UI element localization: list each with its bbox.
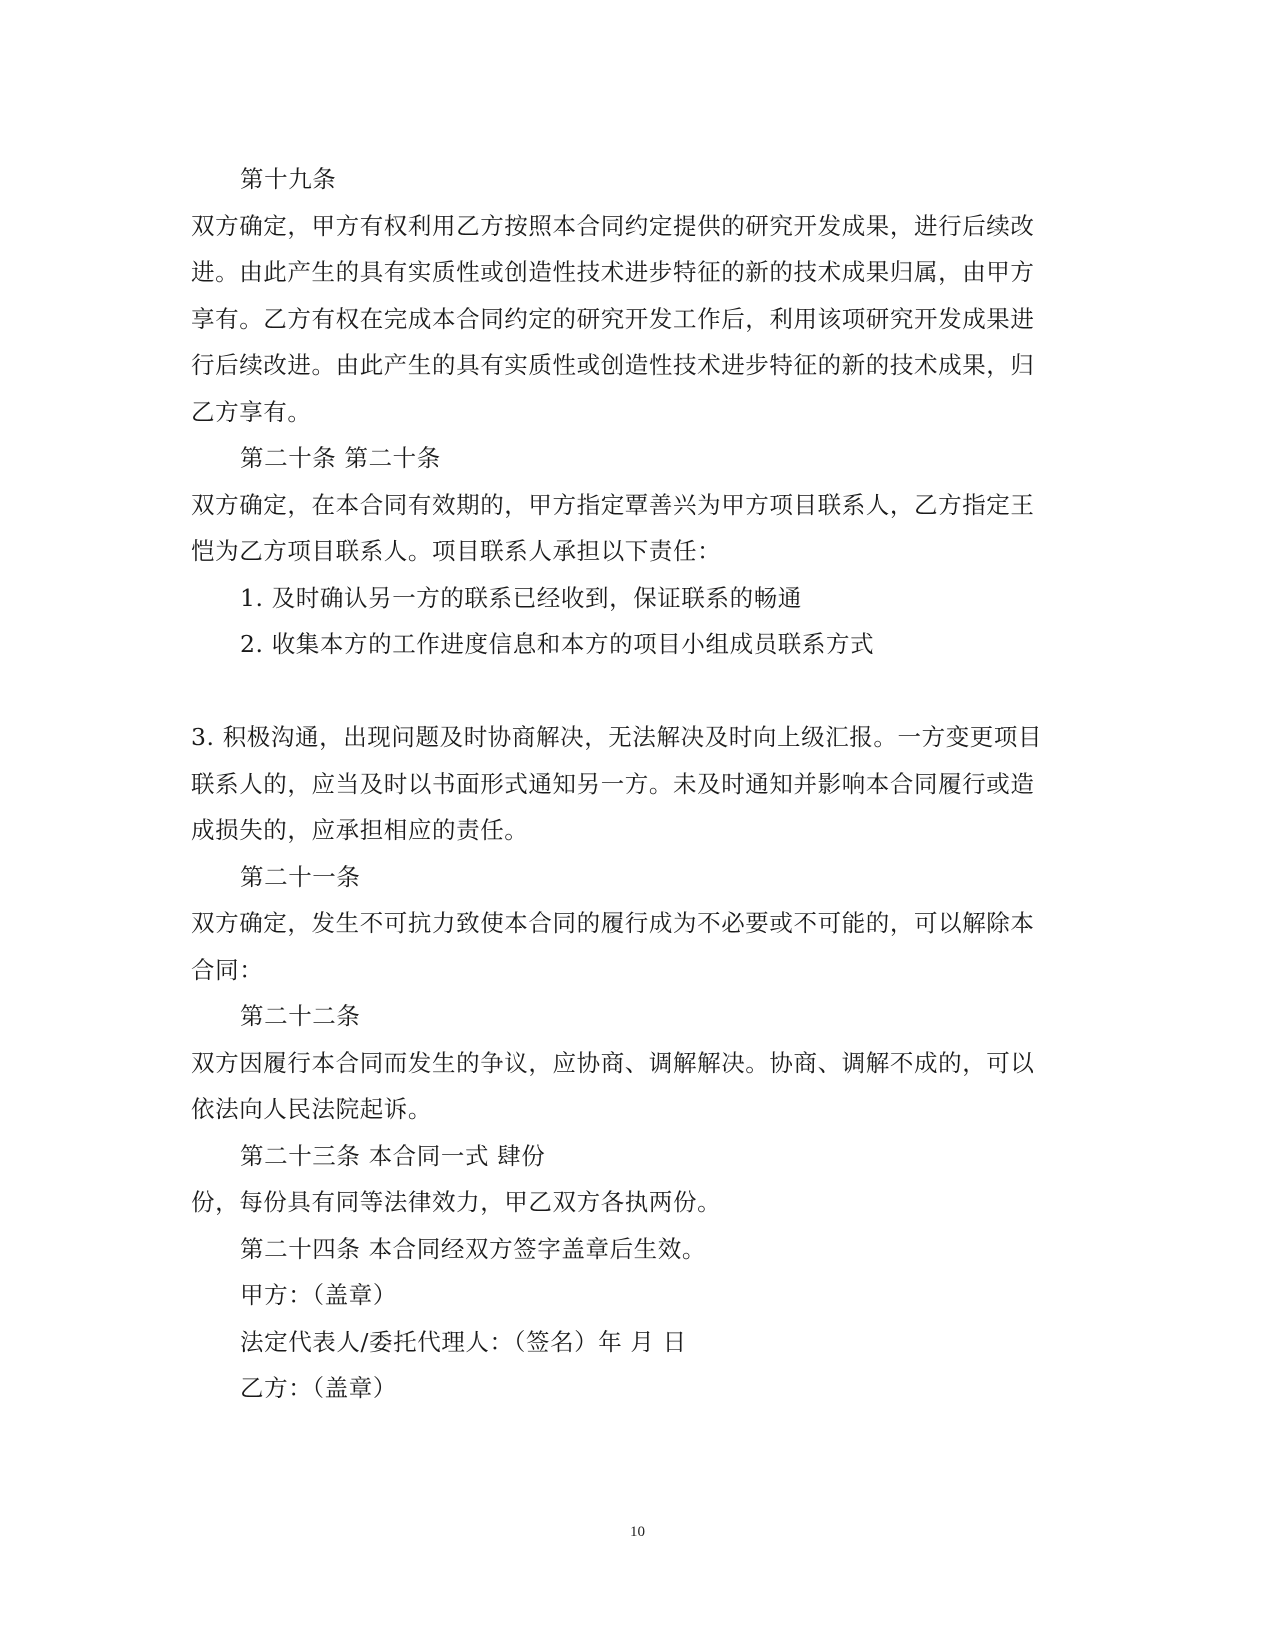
page-number: 10 [630,1524,645,1540]
article-20-text-line: 恺为乙方项目联系人。项目联系人承担以下责任： [191,537,722,565]
responsibility-item-3-continued: 成损失的，应承担相应的责任。 [191,816,529,844]
article-20-text-line: 双方确定，在本合同有效期的，甲方指定覃善兴为甲方项目联系人，乙方指定王 [191,490,1035,519]
article-21-heading: 第二十一条 [240,862,361,891]
contract-body [191,156,1071,1412]
article-21-text-line: 合同： [191,955,264,984]
article-22-heading: 第二十二条 [240,1002,361,1030]
article-19-text-line: 双方确定，甲方有权利用乙方按照本合同约定提供的研究开发成果，进行后续改 [191,211,1035,240]
article-20-heading: 第二十条 第二十条 [240,444,441,472]
article-21-text-line: 双方确定，发生不可抗力致使本合同的履行成为不必要或不可能的，可以解除本 [191,909,1035,937]
responsibility-item-2: 2. 收集本方的工作进度信息和本方的项目小组成员联系方式 [240,630,875,658]
article-19-text-line: 享有。乙方有权在完成本合同约定的研究开发工作后，利用该项研究开发成果进 [191,304,1035,333]
article-24-heading: 第二十四条 本合同经双方签字盖章后生效。 [240,1234,706,1263]
party-a-seal-line: 甲方：（盖章） [240,1281,397,1309]
blank-line [191,668,1071,715]
responsibility-item-1: 1. 及时确认另一方的联系已经收到，保证联系的畅通 [240,583,802,612]
responsibility-item-3: 3. 积极沟通，出现问题及时协商解决，无法解决及时向上级汇报。一方变更项目 [191,723,1043,751]
article-19-heading: 第十九条 [240,165,337,193]
responsibility-item-3-continued: 联系人的，应当及时以书面形式通知另一方。未及时通知并影响本合同履行或造 [191,769,1035,798]
article-22-text-line: 双方因履行本合同而发生的争议，应协商、调解解决。协商、调解不成的，可以 [191,1048,1035,1077]
article-19-text-line: 进。由此产生的具有实质性或创造性技术进步特征的新的技术成果归属，由甲方 [191,258,1035,286]
article-19-text-line: 乙方享有。 [191,397,312,426]
article-23-heading: 第二十三条 本合同一式 肆份 [240,1141,546,1170]
article-23-text-line: 份，每份具有同等法律效力，甲乙双方各执两份。 [191,1188,722,1216]
party-b-seal-line: 乙方：（盖章） [240,1374,397,1402]
representative-signature-line: 法定代表人/委托代理人：（签名）年 月 日 [240,1327,687,1356]
article-19-text-line: 行后续改进。由此产生的具有实质性或创造性技术进步特征的新的技术成果，归 [191,351,1035,379]
article-22-text-line: 依法向人民法院起诉。 [191,1095,432,1123]
